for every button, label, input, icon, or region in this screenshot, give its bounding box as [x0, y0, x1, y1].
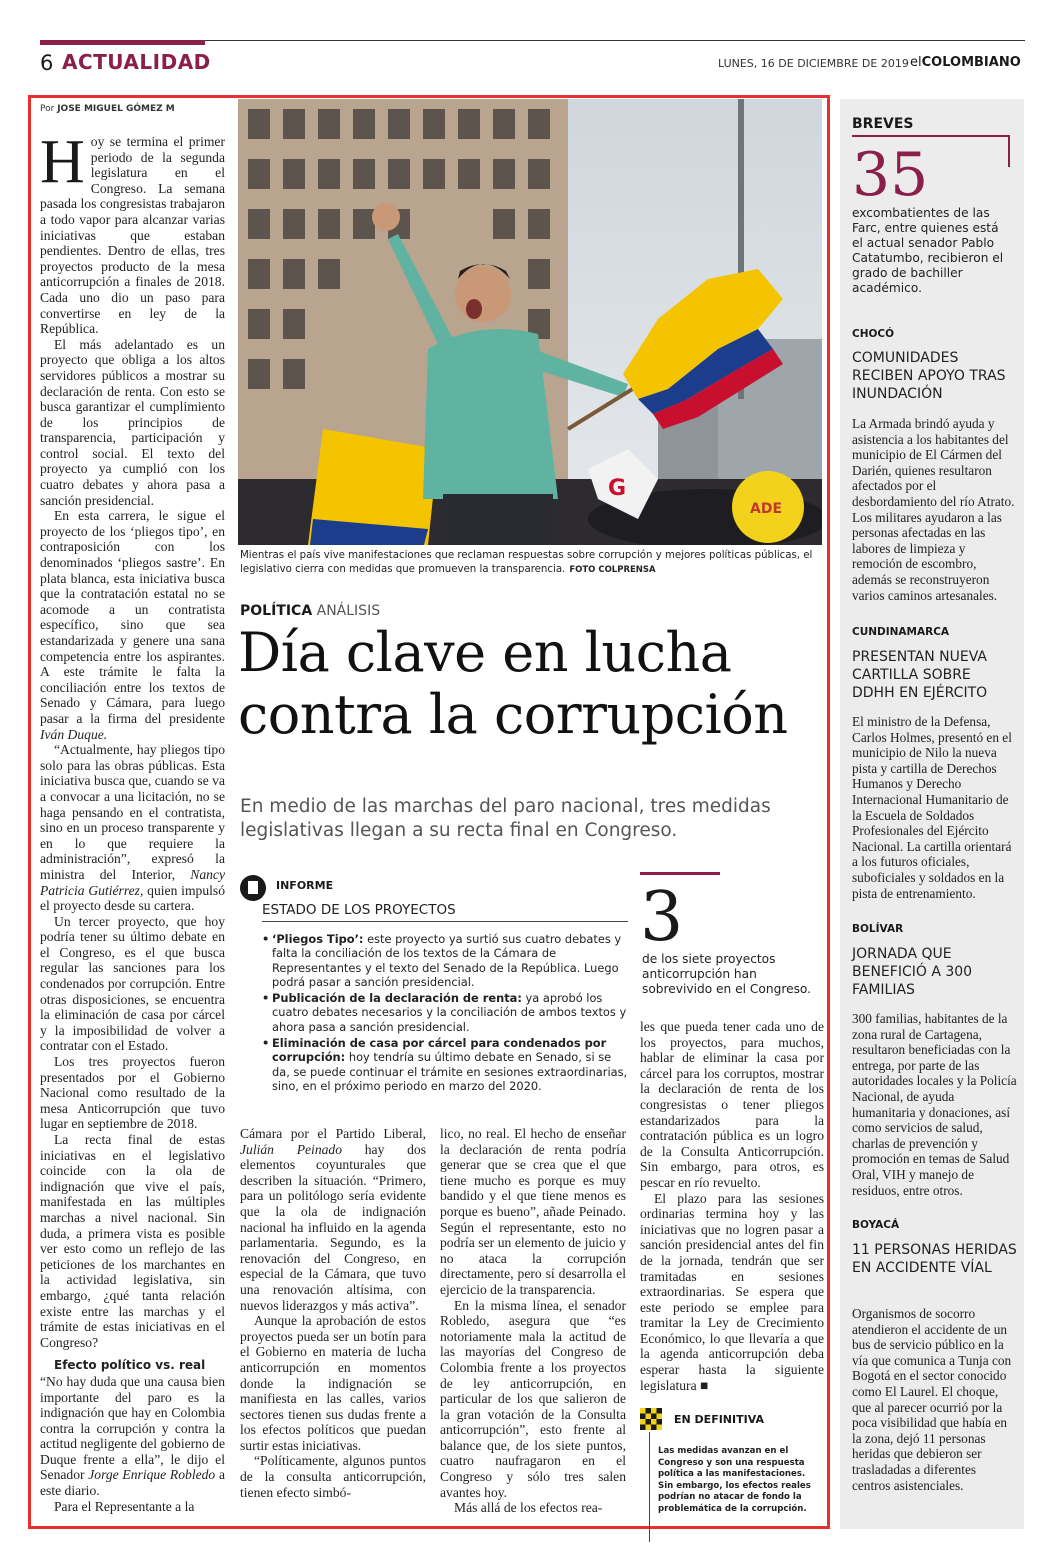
article-subhead: Efecto político vs. real: [54, 1358, 206, 1373]
svg-text:ADE: ADE: [750, 501, 783, 517]
protest-photo-illustration: [238, 99, 822, 545]
article-paragraph: [40, 128, 225, 337]
brief-headline: 11 PERSONAS HERIDAS EN ACCIDENTE VÍAL: [852, 1242, 1017, 1276]
checkered-icon: [640, 1408, 662, 1430]
article-paragraph: Aunque la aprobación de estos proyectos pueda ser un botín para el Gobierno en materia de lucha anticorrupción en momentos donde la indignación se manifiesta en las calles, varios sectores tienen sus dudas frente a los efectos políticos que puedan surtir estas iniciativas.: [240, 1313, 426, 1453]
breves-stat-text: excombatientes de las Farc, entre quienes está el actual senador Pablo Catatumbo, recibieron el grado de bachiller académico.: [852, 206, 1004, 295]
article-paragraph: Más allá de los efectos rea-: [454, 1500, 603, 1516]
newspaper-logo: [910, 55, 1021, 70]
brief-headline: COMUNIDADES RECIBEN APOYO TRAS INUNDACIÓN: [852, 350, 1006, 402]
paragraph-text: El plazo para las sesiones ordinarias termina hoy y las iniciativas que no logren pasar a sanción presidencial antes del fin de la jornada, tendrán que ser tramitadas en sesiones extraordinarias. Se espera que este periodo se emplee para tramitar la Ley de Crecimiento Económico, lo que llevaría a que la agenda anticorrupción deba esperar hasta la siguiente legislatura: [640, 1190, 824, 1393]
paragraph-text: hay dos elementos coyunturales que describen la situación. “Primero, para un politólogo sería evidente que la ola de indignación nacional ha influido en la agenda parlamentaria. Segundo, es la renovación del Congreso, en especial de la Cámara, que tuvo una renovación altísima, con nuevos liderazgos y más activa”.: [240, 1141, 426, 1313]
informe-item: [262, 932, 628, 989]
header-accent-bar: [40, 40, 205, 45]
logo-prefix: el: [910, 55, 922, 70]
article-column-1: [40, 128, 225, 1514]
logo-name: COLOMBIANO: [921, 55, 1021, 70]
article-paragraph: Para el Representante a la: [54, 1498, 195, 1514]
paragraph-text: oy se termina el primer periodo de la segunda legislatura en el Congreso. La semana pasada los congresistas trabajaron a todo vapor para alcanzar varias iniciativas que estaban pendientes. Dentro de ellas, tres proyectos producto de la mesa anticorrupción a finales de 2018. Cada uno dio un paso para convertirse en ley de la República.: [40, 134, 225, 337]
paragraph-text: Cámara por el Partido Liberal,: [240, 1126, 426, 1141]
breves-rule-vertical: [1008, 135, 1010, 167]
article-kicker: [240, 603, 380, 619]
informe-list: [262, 932, 628, 1095]
brief-region: BOLÍVAR: [852, 923, 904, 935]
end-mark: ■: [700, 1377, 709, 1393]
brief-body: El ministro de la Defensa, Carlos Holmes, presentó en el municipio de Nilo la nueva pista y cartilla de Derechos Humanos y Derecho Internacional Humanitario de la Escuela de Soldados Profesionales del Ejército Nacional. La cartilla orientará a los futuros oficiales, suboficiales y soldados en la pista de entrenamiento.: [852, 714, 1012, 901]
informe-item-title: Eliminación de casa por cárcel para condenados por corrupción:: [272, 1036, 607, 1065]
paragraph-text: “Actualmente, hay pliegos tipo solo para las obras públicas. Esta iniciativa busca que, cuando se va a convocar a una licitación, no se haga pensando en el contratista, sino en un proceso transparente y en lo que requiere la administración”, expresó la ministra del Interior,: [40, 742, 225, 882]
stat-text: de los siete proyectos anticorrupción han sobrevivido en el Congreso.: [642, 952, 812, 996]
headline-line: Día clave en lucha: [238, 621, 732, 684]
article-dek: En medio de las marchas del paro nacional, tres medidas legislativas llegan a su recta final en Congreso.: [240, 796, 771, 841]
byline-author: JOSE MIGUEL GÓMEZ M: [57, 104, 175, 114]
en-definitiva-rule: [649, 1432, 650, 1542]
article-paragraph: lico, no real. El hecho de enseñar la declaración de renta podría generar que se crea que el que tiene mucho es porque es muy bandido y el que tiene menos es porque es bueno”, añade Peinado. Según el representante, esto no podría ser un elemento de juicio y no ataca la corrupción directamente, pero sí desarrolla el ejercicio de la transparencia.: [440, 1126, 626, 1297]
byline-prefix: Por: [40, 104, 55, 114]
article-paragraph: [40, 1374, 225, 1499]
brief-region: CHOCÓ: [852, 328, 895, 340]
drop-cap: H: [40, 128, 85, 196]
section-name: ACTUALIDAD: [62, 50, 211, 74]
article-paragraph: En la misma línea, el senador Robledo, asegura que “es notoriamente mala la actitud de las mayorías del Congreso de Colombia frente a los proyectos de ley anticorrupción, en particular de los que salieron de la gran votación de la Consulta anticorrupción”, esto frente al balance que, de los siete puntos, cuatro naufragaron en el Congreso y sólo tres salen avantes hoy.: [440, 1297, 626, 1500]
stat-accent-rule: [640, 872, 720, 875]
informe-label: INFORME: [276, 879, 334, 892]
informe-item-text: hoy tendría su último debate en Senado, si se da, se puede continuar el trámite en sesiones extraordinarias, sino, en el próximo periodo en marzo del 2020.: [272, 1050, 628, 1093]
brief-body: 300 familias, habitantes de la zona rural de Cartagena, resultaron beneficiadas con la entrega, por parte de las autoridades locales y la Policía Nacional, de ayuda humanitaria y donaciones, así como servicios de salud, charlas de prevención y promoción en temas de Salud Oral, VIH y manejo de residuos, entre otros.: [852, 1011, 1017, 1198]
informe-item-title: Publicación de la declaración de renta:: [272, 991, 522, 1006]
article-paragraph: Un tercer proyecto, que hoy podría tener su último debate en el Congreso, es el que busca regular las sanciones para los condenados por corrupción. Entre otras disposiciones, se encuentra la eliminación de casa por cárcel y la imposibilidad de volver a contratar con el Estado.: [40, 913, 225, 1054]
byline: [40, 104, 175, 114]
kicker-type: ANÁLISIS: [316, 603, 381, 619]
headline-line: contra la corrupción: [238, 683, 788, 746]
page-number: 6: [40, 51, 54, 75]
brief-body: La Armada brindó ayuda y asistencia a los habitantes del municipio de El Cármen del Darién, quienes resultaron afectados por el desbordamiento del río Atrato. Los militares ayudaron a las personas afectadas en las labores de limpieza y remoción de escombro, además se reconstruyeron varios caminos artesanales.: [852, 416, 1015, 603]
brief-region: CUNDINAMARCA: [852, 626, 950, 638]
person-name: Julián Peinado: [240, 1141, 343, 1157]
informe-item-title: ‘Pliegos Tipo’:: [272, 932, 364, 946]
document-icon: [240, 875, 266, 901]
informe-item: [262, 991, 628, 1034]
article-paragraph: [640, 1191, 824, 1394]
paragraph-text: a este diario.: [40, 1467, 225, 1499]
article-paragraph: El más adelantado es un proyecto que obliga a los altos servidores públicos a mostrar su declaración de renta. Con esto se busca garantizar el cumplimiento de los principios de transparencia, participación y control social. El texto del proyecto ya cumplió con los cuatro debates y ahora pasa a sanción presidencial.: [40, 336, 225, 508]
brief-headline: JORNADA QUE BENEFICIÓ A 300 FAMILIAS: [852, 946, 973, 998]
article-paragraph: [40, 742, 225, 914]
breves-stat-number: 35: [852, 140, 929, 210]
stat-number: 3: [640, 878, 684, 957]
brief-region: BOYACÁ: [852, 1219, 900, 1231]
person-name: Iván Duque.: [40, 726, 108, 742]
article-paragraph: Los tres proyectos fueron presentados por el Gobierno Nacional como resultado de la mesa Anticorrupción que tuvo lugar en septiembre de 2018.: [40, 1054, 225, 1132]
paragraph-text: “No hay duda que una causa bien importante del paro es la indignación que hay en Colombia contra la corrupción y contra la actitud negligente del gobierno de Duque frente a ella”, le dijo el Senador: [40, 1373, 225, 1483]
en-definitiva-text: Las medidas avanzan en el Congreso y son una respuesta política a las manifestaciones. Sin embargo, los efectos reales podrían no atacar de fondo la problemática de la corrupción.: [658, 1446, 811, 1514]
article-column-4: [640, 1019, 824, 1393]
informe-item-text: este proyecto ya surtió sus cuatro debates y falta la conciliación de los textos de la Cámara de Representantes y el texto del Senado de la República. Luego podrá pasar a sanción presidencial.: [272, 932, 622, 989]
article-column-3: [440, 1126, 626, 1516]
brief-body: Organismos de socorro atendieron el accidente de un bus de servicio público en la vía que comunica a Tunja con Bogotá en el sector conocido como El Laurel. El choque, que al parecer ocurrió por la poca visibilidad que había en la zona, dejó 11 personas heridas que debieron ser trasladadas a diferentes centros asistenciales.: [852, 1306, 1012, 1493]
svg-text:G: G: [608, 476, 627, 501]
article-column-2: [240, 1126, 426, 1500]
en-definitiva-label: EN DEFINITIVA: [674, 1413, 764, 1426]
photo-caption: [240, 549, 820, 577]
issue-date: LUNES, 16 DE DICIEMBRE DE 2019: [718, 57, 909, 70]
person-name: Jorge Enrique Robledo: [88, 1467, 216, 1483]
article-paragraph: [40, 508, 225, 742]
headline: [238, 622, 828, 746]
person-name: Nancy Patricia Gutiérrez,: [40, 866, 225, 898]
breves-title: BREVES: [852, 116, 914, 132]
informe-item-text: ya aprobó los cuatro debates necesarios y la conciliación de ambos textos y ahora pasa a sanción presidencial.: [272, 991, 627, 1034]
informe-divider: [262, 921, 628, 922]
photo-credit: FOTO COLPRENSA: [569, 565, 656, 575]
kicker-section: POLÍTICA: [240, 603, 313, 619]
article-paragraph: [240, 1126, 426, 1313]
article-paragraph: “Políticamente, algunos puntos de la consulta anticorrupción, tienen efecto simbó-: [240, 1453, 426, 1500]
lead-photo: [238, 99, 822, 545]
article-paragraph: La recta final de estas iniciativas en el legislativo coincide con la ola de indignación que vive el país, manifestada en las múltiples marchas a nivel nacional. Sin duda, a primera vista es posible ver esto como un reflejo de las peticiones de los marchantes en la actividad legislativa, sin embargo, ¿qué tanta relación existe entre las marchas y el trámite de estas iniciativas en el Congreso?: [40, 1132, 225, 1350]
article-paragraph: les que pueda tener cada uno de los proyectos, para muchos, hablar de eliminar la casa por cárcel para los corruptos, mostrar la declaración de renta de los congresistas o tener pliegos estandarizados para la contratación pública es un logro de la Consulta Anticorrupción. Sin embargo, para otros, es pescar en río revuelto.: [640, 1019, 824, 1190]
breves-rule: [852, 135, 1010, 137]
informe-item: [262, 1036, 628, 1093]
caption-text: Mientras el país vive manifestaciones que reclaman respuestas sobre corrupción y mejores políticas públicas, el legislativo cierra con medidas que promueven la transparencia.: [240, 550, 813, 575]
brief-headline: PRESENTAN NUEVA CARTILLA SOBRE DDHH EN EJÉRCITO: [852, 649, 988, 701]
paragraph-text: En esta carrera, le sigue el proyecto de los ‘pliegos tipo’, en contraposición con los denominados ‘pliegos sastre’. En plata blanca, esta iniciativa busca que la contratación estatal no se acomode a un contratista específico, sino que sea estandarizada y genere una sana competencia entre los aspirantes. A este trámite le falta la conciliación entre los textos de Senado y Cámara, para luego pasar a la firma del presidente: [40, 508, 225, 726]
paragraph-text: quien impulsó el proyecto desde su cartera.: [40, 882, 225, 914]
informe-title: ESTADO DE LOS PROYECTOS: [262, 902, 456, 918]
